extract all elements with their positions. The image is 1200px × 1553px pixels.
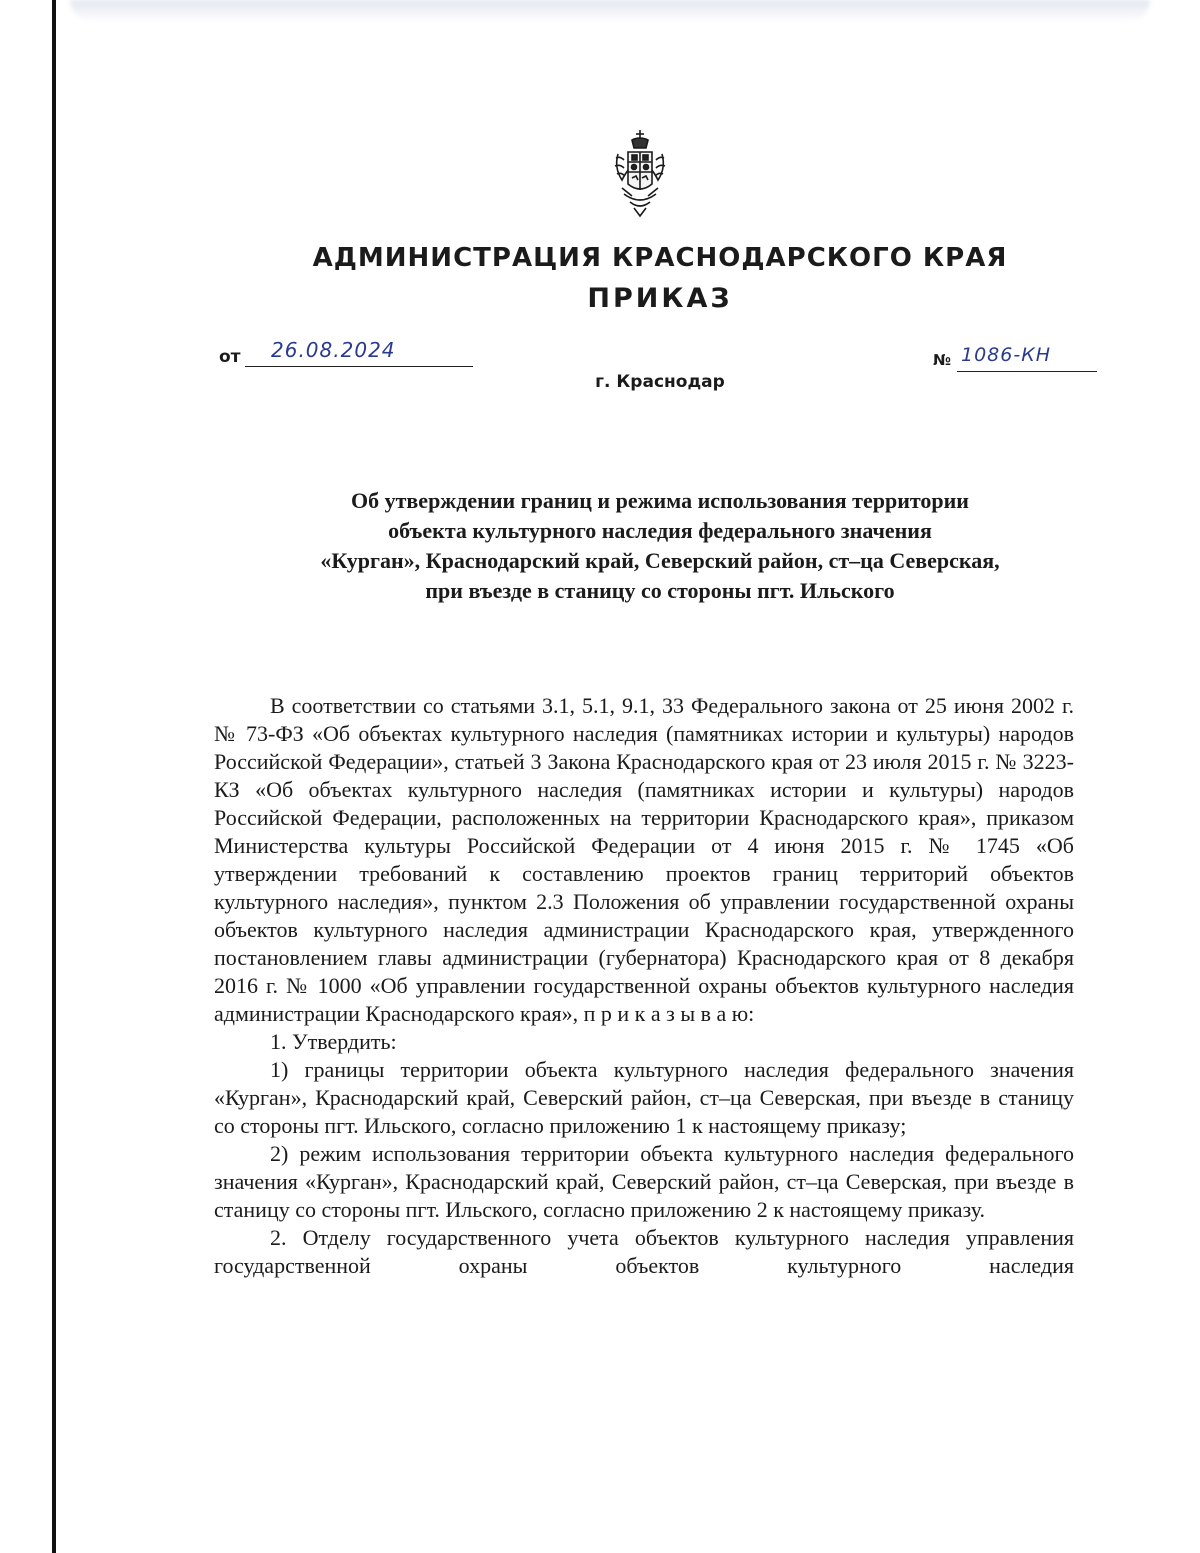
city-label: г. Краснодар	[595, 372, 725, 392]
document-title	[220, 486, 1100, 606]
date-label: от	[219, 347, 241, 367]
number-label: №	[933, 351, 952, 369]
scan-edge-left	[52, 0, 56, 1553]
title-line: «Курган», Краснодарский край, Северский район, ст–ца Северская,	[320, 548, 1000, 573]
preamble-text: В соответствии со статьями 3.1, 5.1, 9.1, 33 Федерального закона от 25 июня 2002 г. № 73-ФЗ «Об объектах культурного наследия (памятниках истории и культуры) народов Российской Федерации», статьей 3 Закона Краснодарского края от 23 июля 2015 г. № 3223-КЗ «Об объектах культурного наследия (памятниках истории и культуры) народов Российской Федерации, расположенных на территории Краснодарского края», приказом Министерства культуры Российской Федерации от 4 июня 2015 г. № 1745 «Об утверждении требований к составлению проектов границ территорий объектов культурного наследия», пунктом 2.3 Положения об управлении государственной охраны объектов культурного наследия администрации Краснодарского края, утвержденного постановлением главы администрации (губернатора) Краснодарского края от 8 декабря 2016 г. № 1000 «Об управлении государственной охраны объектов культурного наследия администрации Краснодарского края»,	[214, 693, 1074, 1026]
number-value: 1086-КН	[961, 344, 1051, 366]
date-field	[245, 336, 473, 367]
scan-shadow-top	[70, 0, 1150, 22]
date-value: 26.08.2024	[271, 338, 396, 362]
number-field	[957, 344, 1097, 372]
title-line: Об утверждении границ и режима использования территории	[351, 488, 969, 513]
document-type: ПРИКАЗ	[587, 283, 733, 314]
order-word: п р и к а з ы в а ю:	[583, 1001, 755, 1026]
coat-of-arms-icon	[612, 128, 668, 218]
title-line: объекта культурного наследия федерального значения	[388, 518, 932, 543]
title-line: при въезде в станицу со стороны пгт. Ильского	[425, 578, 895, 603]
document-body	[214, 692, 1074, 1280]
item-1-2: 2) режим использования территории объекта культурного наследия федерального значения «Курган», Краснодарский край, Северский район, ст–ца Северская, при въезде в станицу со стороны пгт. Ильского, согласно приложению 2 к настоящему приказу.	[214, 1141, 1074, 1222]
item-1: 1. Утвердить:	[270, 1029, 397, 1054]
preamble-paragraph	[214, 692, 1074, 1028]
item-1-1: 1) границы территории объекта культурного наследия федерального значения «Курган», Краснодарский край, Северский район, ст–ца Северская, при въезде в станицу со стороны пгт. Ильского, согласно приложению 1 к настоящему приказу;	[214, 1057, 1074, 1138]
item-2: 2. Отделу государственного учета объектов культурного наследия управления государственной охраны объектов культурного наследия	[214, 1225, 1074, 1278]
organization-name: АДМИНИСТРАЦИЯ КРАСНОДАРСКОГО КРАЯ	[312, 243, 1008, 273]
